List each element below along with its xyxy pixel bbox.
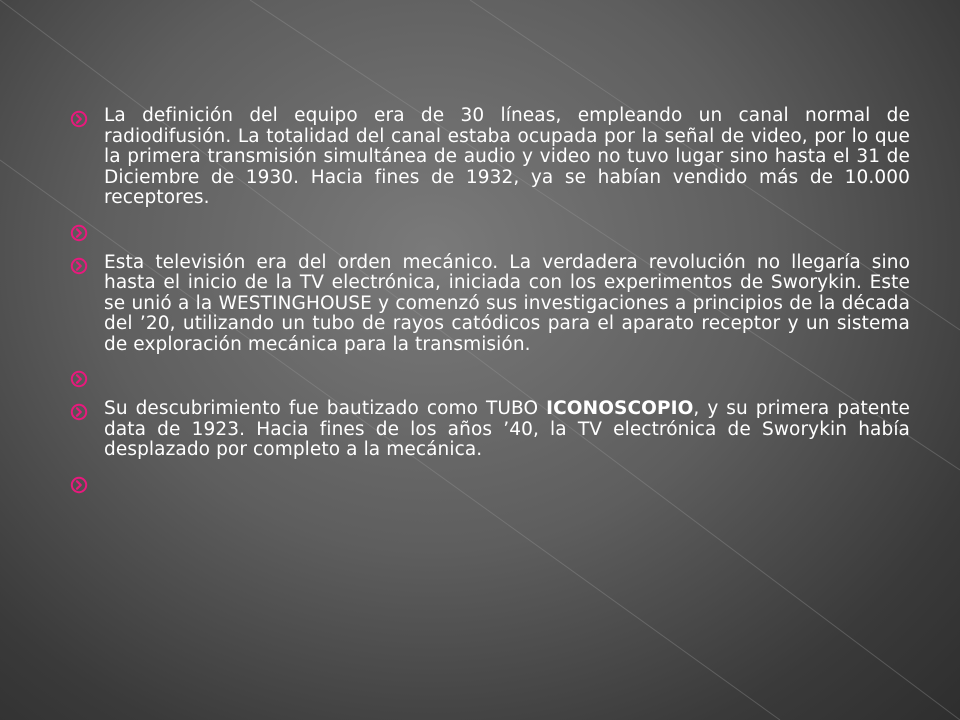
bullet-item	[70, 399, 910, 461]
circled-chevron-right-icon	[70, 399, 104, 421]
bullet-item-empty	[70, 220, 910, 242]
bullet-item	[70, 106, 910, 209]
circled-chevron-right-icon	[70, 220, 104, 242]
paragraph-iconoscope	[104, 399, 910, 461]
circled-chevron-right-icon	[70, 253, 104, 275]
bullet-item-empty	[70, 472, 910, 494]
paragraph-mechanical-tv: Esta televisión era del orden mecánico. La verdadera revolución no llegaría sino hasta el inicio de la TV electrónica, iniciada con los experimentos de Sworykin. Este se unió a la WESTINGHOUSE y comenzó sus investigaciones a principios de la década del ’20, utilizando un tubo de rayos catódicos para el aparato receptor y un sistema de exploración mecánica para la transmisión.	[104, 251, 910, 355]
text-before: Su descubrimiento fue bautizado como TUBO	[104, 398, 547, 419]
iconoscopio-term: ICONOSCOPIO	[546, 398, 694, 419]
circled-chevron-right-icon	[70, 106, 104, 128]
slide-body	[70, 106, 910, 494]
bullet-item-empty	[70, 366, 910, 388]
text-after: , y su primera patente data de 1923. Hacia fines de los años ’40, la TV electrónica de Sworykin había desplazado por completo a la mecánica.	[104, 398, 911, 460]
circled-chevron-right-icon	[70, 472, 104, 494]
bullet-item	[70, 253, 910, 356]
circled-chevron-right-icon	[70, 366, 104, 388]
paragraph-definition: La definición del equipo era de 30 líneas, empleando un canal normal de radiodifusión. La totalidad del canal estaba ocupada por la señal de video, por lo que la primera transmisión simultánea de audio y video no tuvo lugar sino hasta el 31 de Diciembre de 1930. Hacia fines de 1932, ya se habían vendido más de 10.000 receptores.	[104, 105, 910, 208]
